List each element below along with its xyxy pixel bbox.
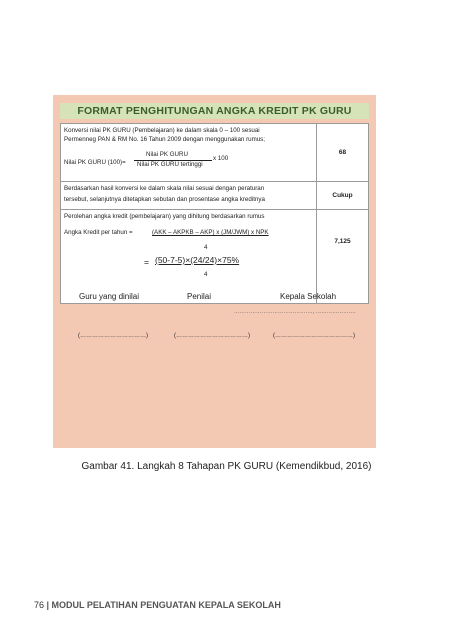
figure-title: FORMAT PENGHITUNGAN ANGKA KREDIT PK GURU	[60, 103, 369, 119]
module-title: | MODUL PELATIHAN PENGUATAN KEPALA SEKOLAH	[46, 600, 281, 610]
table-row	[61, 210, 368, 303]
signature-kepsek-label: Kepala Sekolah	[280, 292, 337, 301]
pk-guru-figure	[53, 95, 376, 448]
page-footer	[34, 600, 281, 610]
row-description	[61, 124, 317, 181]
row3-line1: Perolehan angka kredit (pembelajaran) yang dihitung berdasarkan rumus	[64, 213, 265, 220]
row1-formula-left: Nilai PK GURU (100)=	[64, 159, 126, 166]
signature-penilai-blank: (………………………………)	[174, 333, 250, 339]
row1-value: 68	[338, 149, 347, 156]
date-line: ……………………………………., ………………….	[234, 309, 356, 315]
signature-penilai-label: Penilai	[187, 292, 212, 301]
row3-formula-prefix: Angka Kredit per tahun =	[64, 229, 133, 236]
signature-guru-blank: (……………………………)	[78, 333, 148, 339]
calculation-table	[60, 123, 369, 304]
row3-formula-denominator: 4	[204, 244, 208, 251]
row-description	[61, 182, 317, 209]
row3-value: 7,125	[334, 238, 351, 245]
row-description	[61, 210, 317, 303]
row1-numerator: Nilai PK GURU	[146, 151, 188, 158]
signature-guru-label: Guru yang dinilai	[79, 292, 140, 301]
row1-formula-right: x 100	[213, 155, 229, 162]
row3-equals: =	[144, 257, 149, 267]
table-row	[61, 124, 368, 182]
row2-value: Cukup	[332, 192, 353, 199]
row2-line2: tersebut, selanjutnya ditetapkan sebutan dan prosentase angka kreditnya	[64, 196, 265, 203]
row3-formula-numerator: (AKK – AKPKB – AKP) x (JM/JWM) x NPK	[152, 229, 269, 236]
signature-kepsek-blank: (…………………………………)	[273, 333, 355, 339]
figure-caption: Gambar 41. Langkah 8 Tahapan PK GURU (Kemendikbud, 2016)	[81, 461, 372, 472]
table-row	[61, 182, 368, 210]
row3-calc-numerator: (50-7-5)×(24/24)×75%	[155, 255, 240, 265]
row2-line1: Berdasarkan hasil konversi ke dalam skala nilai sesuai dengan peraturan	[64, 185, 265, 192]
row3-calc-denominator: 4	[204, 271, 208, 278]
row1-line1: Konversi nilai PK GURU (Pembelajaran) ke dalam skala 0 – 100 sesuai	[64, 127, 260, 134]
row1-line2: Permenneg PAN & RM No. 16 Tahun 2009 dengan menggunakan rumus;	[64, 136, 265, 143]
page-number: 76	[34, 600, 45, 610]
row1-denominator: Nilai PK GURU tertinggi	[137, 161, 203, 168]
